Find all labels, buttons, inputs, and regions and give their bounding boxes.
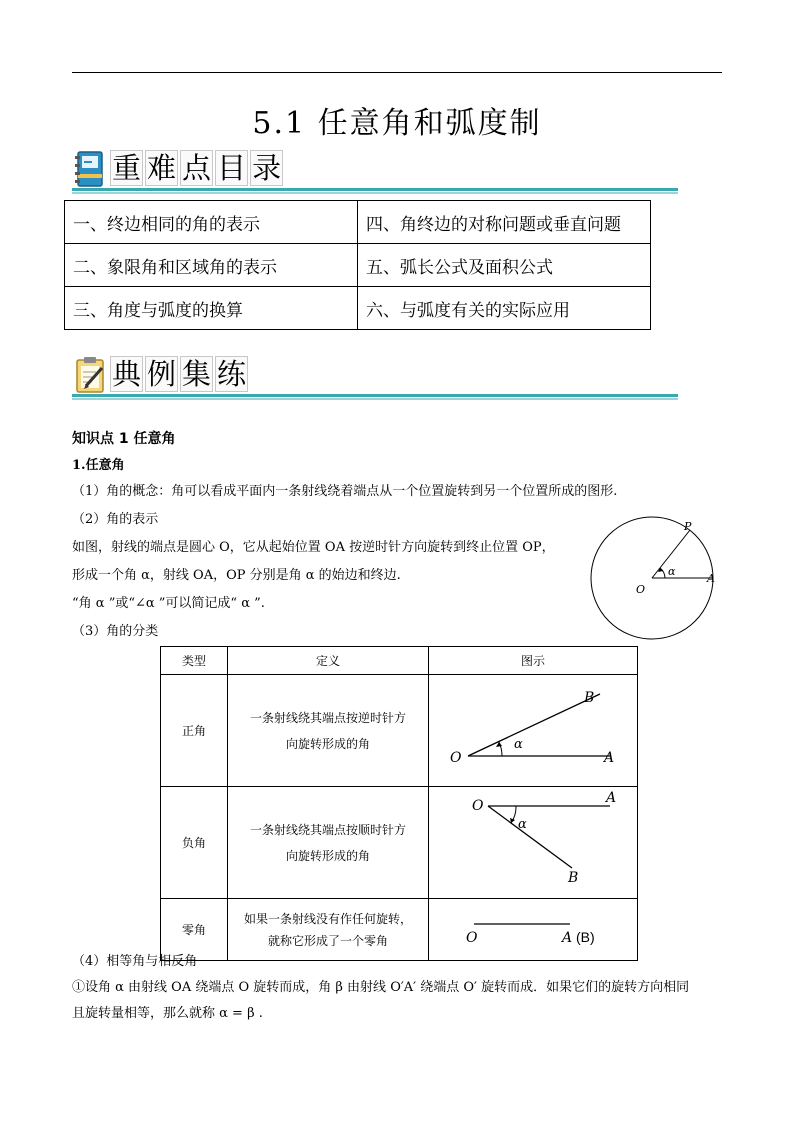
figure-cell (429, 787, 638, 899)
label-B: B (584, 690, 595, 706)
label-alpha: α (514, 737, 523, 752)
definition-line: 一条射线绕其端点按顺时针方 (249, 822, 406, 837)
label-alpha: α (668, 565, 676, 578)
header-cell: 图示 (429, 647, 638, 675)
label-B: B (568, 870, 579, 886)
heading-char: 目 (217, 151, 247, 185)
toc-row (65, 201, 651, 244)
label-alpha: α (518, 817, 527, 832)
paragraph: 形成一个角 α，射线 OA，OP 分别是角 α 的始边和终边. (72, 568, 401, 583)
paragraph: “角 α ”或“∠α ”可以简记成“ α ”. (72, 596, 265, 611)
heading-underline (72, 188, 678, 191)
paragraph: （2）角的表示 (72, 512, 159, 527)
definition-line: 就称它形成了一个零角 (267, 933, 388, 948)
heading-char: 例 (147, 357, 177, 391)
header-rule (72, 72, 722, 73)
knowledge-point-heading: 知识点 1 任意角 (72, 431, 176, 447)
type-cell: 负角 (161, 787, 228, 899)
label-A: A (707, 572, 715, 585)
label-A: A (604, 750, 615, 766)
label-P: P (684, 520, 692, 533)
definition-line: 向旋转形成的角 (285, 736, 370, 751)
definition-line: 向旋转形成的角 (285, 848, 370, 863)
heading-char: 点 (182, 151, 212, 185)
paragraph: （4）相等角与相反角 (72, 954, 198, 969)
label-O: O (472, 798, 484, 814)
page-title: 5.1 任意角和弧度制 (252, 106, 542, 141)
paragraph: ①设角 α 由射线 OA 绕端点 O 旋转而成，角 β 由射线 O′A′ 绕端点 O′ 旋转而成．如果它们的旋转方向相同 (72, 980, 690, 995)
figure-cell (429, 899, 638, 961)
label-O: O (636, 583, 646, 596)
type-cell: 正角 (161, 675, 228, 787)
table-row (161, 675, 638, 787)
toc-item[interactable]: 五、弧长公式及面积公式 (358, 244, 651, 287)
definition-cell (228, 899, 429, 961)
positive-angle-figure (430, 676, 636, 782)
heading-char: 练 (217, 357, 247, 391)
heading-char: 重 (112, 151, 142, 185)
type-cell: 零角 (161, 899, 228, 961)
toc-table (64, 200, 651, 330)
definition-line: 一条射线绕其端点按逆时针方 (249, 710, 406, 725)
subheading: 1.任意角 (72, 458, 125, 473)
section-heading-examples (72, 356, 680, 402)
heading-char: 录 (252, 151, 282, 185)
heading-char: 难 (147, 151, 177, 185)
zero-angle-figure (430, 900, 636, 956)
clipboard-pencil-icon (74, 356, 106, 394)
heading-char: 典 (112, 357, 142, 391)
table-header-row (161, 647, 638, 675)
heading-underline (72, 394, 678, 397)
definition-line: 如果一条射线没有作任何旋转， (243, 911, 412, 926)
label-O: O (466, 930, 478, 946)
table-row (161, 899, 638, 961)
toc-item[interactable]: 一、终边相同的角的表示 (65, 201, 358, 244)
heading-underline-shadow (72, 192, 678, 194)
paragraph: （1）角的概念：角可以看成平面内一条射线绕着端点从一个位置旋转到另一个位置所成的图形. (72, 484, 618, 499)
header-cell: 类型 (161, 647, 228, 675)
paragraph: （3）角的分类 (72, 624, 159, 639)
heading-char: 集 (182, 357, 212, 391)
toc-item[interactable]: 六、与弧度有关的实际应用 (358, 287, 651, 330)
toc-row (65, 244, 651, 287)
negative-angle-figure (430, 788, 636, 894)
paragraph: 如图，射线的端点是圆心 O，它从起始位置 OA 按逆时针方向旋转到终止位置 OP， (72, 540, 555, 555)
notebook-icon (74, 150, 106, 188)
table-row (161, 787, 638, 899)
toc-item[interactable]: 三、角度与弧度的换算 (65, 287, 358, 330)
label-O: O (450, 750, 462, 766)
section-heading-key-points (72, 150, 680, 196)
heading-underline-shadow (72, 398, 678, 400)
circle-angle-figure (586, 516, 726, 642)
toc-row (65, 287, 651, 330)
definition-cell (228, 787, 429, 899)
paragraph: 且旋转量相等，那么就称 α = β . (72, 1006, 263, 1021)
definition-cell (228, 675, 429, 787)
figure-cell (429, 675, 638, 787)
toc-item[interactable]: 二、象限角和区域角的表示 (65, 244, 358, 287)
header-cell: 定义 (228, 647, 429, 675)
label-A: A (562, 930, 573, 946)
angle-classification-table (160, 646, 638, 961)
label-A: A (606, 790, 617, 806)
toc-item[interactable]: 四、角终边的对称问题或垂直问题 (358, 201, 651, 244)
label-B-paren: (B) (576, 929, 595, 945)
